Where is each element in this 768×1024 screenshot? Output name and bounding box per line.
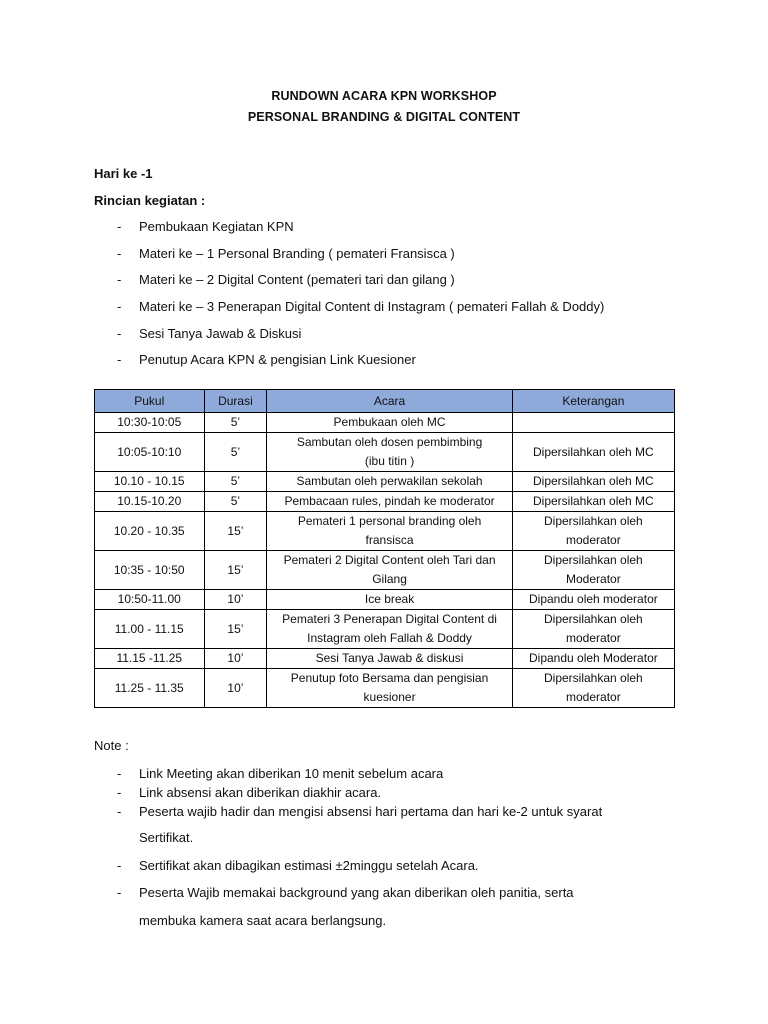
header-durasi: Durasi <box>204 390 267 413</box>
note-label: Note : <box>94 738 129 753</box>
bullet-dash: - <box>117 219 122 234</box>
cell-pukul: 11.15 -11.25 <box>95 649 205 669</box>
bullet-dash: - <box>117 804 122 819</box>
activity-text: Materi ke – 1 Personal Branding ( pemateri Fransisca ) <box>139 246 455 261</box>
cell-durasi: 10’ <box>204 649 267 669</box>
cell-pukul: 10:35 - 10:50 <box>95 551 205 590</box>
cell-keterangan: Dipersilahkan oleh moderator <box>512 669 674 708</box>
cell-durasi: 10’ <box>204 669 267 708</box>
cell-keterangan: Dipersilahkan oleh MC <box>512 433 674 472</box>
cell-keterangan: Dipersilahkan oleh moderator <box>512 512 674 551</box>
table-row <box>95 433 675 472</box>
cell-acara: Pembacaan rules, pindah ke moderator <box>267 492 512 512</box>
cell-durasi: 5’ <box>204 472 267 492</box>
cell-acara: Penutup foto Bersama dan pengisian kuesioner <box>267 669 512 708</box>
cell-durasi: 15’ <box>204 551 267 590</box>
note-text: Sertifikat. <box>139 830 194 845</box>
rundown-table <box>94 389 675 708</box>
table-row <box>95 649 675 669</box>
table-row <box>95 590 675 610</box>
cell-keterangan: Dipersilahkan oleh Moderator <box>512 551 674 590</box>
cell-keterangan: Dipandu oleh Moderator <box>512 649 674 669</box>
table-row <box>95 413 675 433</box>
details-label: Rincian kegiatan : <box>94 193 206 208</box>
cell-keterangan <box>512 413 674 433</box>
cell-acara: Pembukaan oleh MC <box>267 413 512 433</box>
table-row <box>95 492 675 512</box>
cell-acara: Ice break <box>267 590 512 610</box>
cell-durasi: 15’ <box>204 512 267 551</box>
document-title: RUNDOWN ACARA KPN WORKSHOP <box>271 89 497 103</box>
cell-acara: Pemateri 2 Digital Content oleh Tari dan Gilang <box>267 551 512 590</box>
cell-acara: Pemateri 1 personal branding oleh fransisca <box>267 512 512 551</box>
cell-keterangan: Dipersilahkan oleh MC <box>512 472 674 492</box>
table-body <box>95 413 675 708</box>
cell-pukul: 10.10 - 10.15 <box>95 472 205 492</box>
header-pukul: Pukul <box>95 390 205 413</box>
cell-keterangan: Dipandu oleh moderator <box>512 590 674 610</box>
bullet-dash: - <box>117 885 122 900</box>
cell-durasi: 10’ <box>204 590 267 610</box>
note-text: Sertifikat akan dibagikan estimasi ±2minggu setelah Acara. <box>139 858 479 873</box>
activity-text: Materi ke – 2 Digital Content (pemateri tari dan gilang ) <box>139 272 455 287</box>
activity-text: Pembukaan Kegiatan KPN <box>139 219 294 234</box>
activity-text: Sesi Tanya Jawab & Diskusi <box>139 326 302 341</box>
header-keterangan: Keterangan <box>512 390 674 413</box>
note-text: Link Meeting akan diberikan 10 menit sebelum acara <box>139 766 444 781</box>
cell-durasi: 5’ <box>204 433 267 472</box>
note-text: Peserta wajib hadir dan mengisi absensi hari pertama dan hari ke-2 untuk syarat <box>139 804 603 819</box>
table-row <box>95 472 675 492</box>
table-row <box>95 512 675 551</box>
cell-pukul: 10.15-10.20 <box>95 492 205 512</box>
cell-pukul: 10:30-10:05 <box>95 413 205 433</box>
cell-acara: Pemateri 3 Penerapan Digital Content di Instagram oleh Fallah & Doddy <box>267 610 512 649</box>
cell-keterangan: Dipersilahkan oleh MC <box>512 492 674 512</box>
bullet-dash: - <box>117 326 122 341</box>
bullet-dash: - <box>117 352 122 367</box>
bullet-dash: - <box>117 766 122 781</box>
cell-pukul: 10:50-11.00 <box>95 590 205 610</box>
cell-keterangan: Dipersilahkan oleh moderator <box>512 610 674 649</box>
note-text: Peserta Wajib memakai background yang akan diberikan oleh panitia, serta <box>139 885 574 900</box>
table-row <box>95 610 675 649</box>
cell-pukul: 10.20 - 10.35 <box>95 512 205 551</box>
table-row <box>95 669 675 708</box>
cell-durasi: 5’ <box>204 492 267 512</box>
day-label: Hari ke -1 <box>94 166 153 181</box>
cell-pukul: 11.00 - 11.15 <box>95 610 205 649</box>
cell-acara: Sambutan oleh dosen pembimbing (ibu titin ) <box>267 433 512 472</box>
cell-durasi: 5’ <box>204 413 267 433</box>
header-acara: Acara <box>267 390 512 413</box>
cell-pukul: 10:05-10:10 <box>95 433 205 472</box>
cell-durasi: 15’ <box>204 610 267 649</box>
bullet-dash: - <box>117 858 122 873</box>
note-text: Link absensi akan diberikan diakhir acara. <box>139 785 382 800</box>
table-header-row <box>95 390 675 413</box>
activity-text: Materi ke – 3 Penerapan Digital Content di Instagram ( pemateri Fallah & Doddy) <box>139 299 605 314</box>
bullet-dash: - <box>117 246 122 261</box>
activity-text: Penutup Acara KPN & pengisian Link Kuesioner <box>139 352 416 367</box>
cell-acara: Sesi Tanya Jawab & diskusi <box>267 649 512 669</box>
cell-acara: Sambutan oleh perwakilan sekolah <box>267 472 512 492</box>
table-row <box>95 551 675 590</box>
bullet-dash: - <box>117 299 122 314</box>
bullet-dash: - <box>117 785 122 800</box>
note-text: membuka kamera saat acara berlangsung. <box>139 913 387 928</box>
cell-pukul: 11.25 - 11.35 <box>95 669 205 708</box>
bullet-dash: - <box>117 272 122 287</box>
document-subtitle: PERSONAL BRANDING & DIGITAL CONTENT <box>247 110 521 124</box>
